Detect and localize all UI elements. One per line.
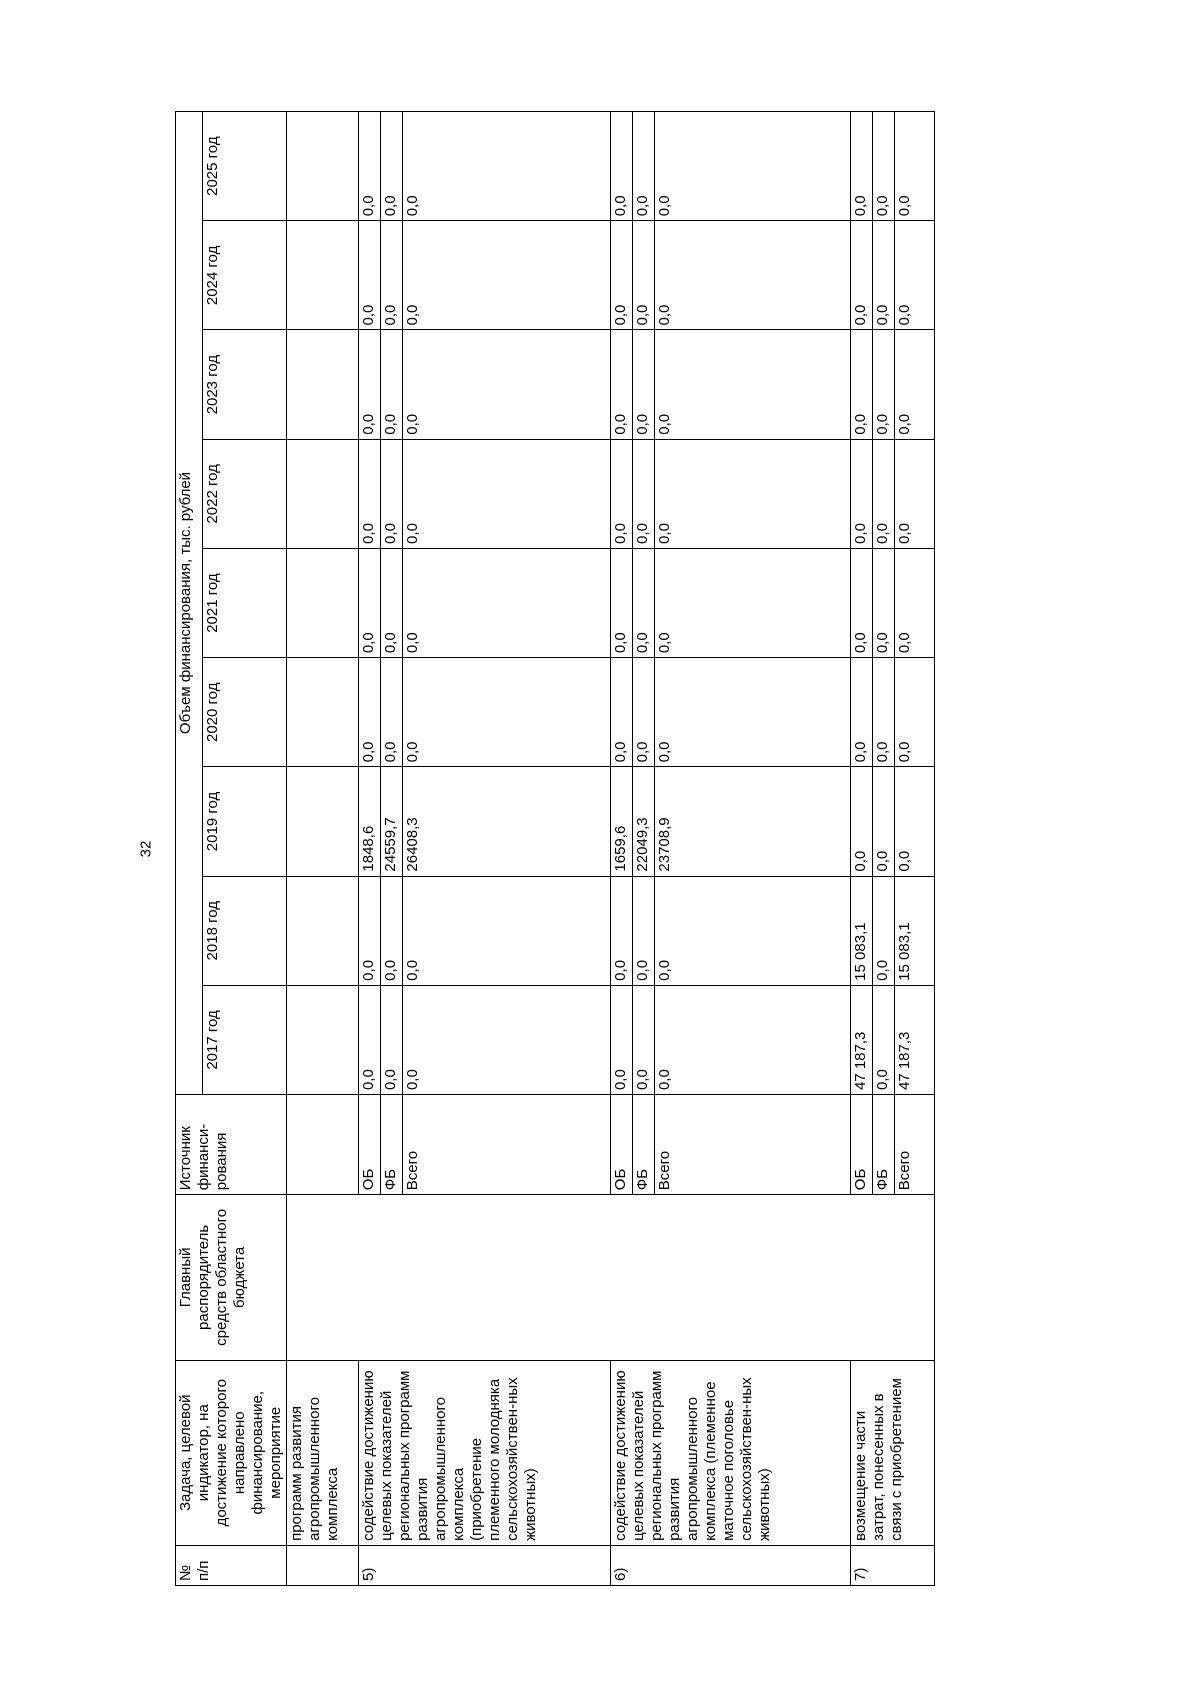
year-value: 47 187,3 bbox=[895, 985, 935, 1094]
header-year: 2022 год bbox=[203, 439, 287, 548]
year-value: 0,0 bbox=[359, 548, 381, 657]
year-value: 0,0 bbox=[851, 658, 873, 767]
year-value: 0,0 bbox=[359, 221, 381, 330]
year-value: 0,0 bbox=[611, 439, 633, 548]
funding-source: ОБ bbox=[359, 1095, 381, 1195]
year-value: 0,0 bbox=[359, 112, 381, 221]
year-value: 0,0 bbox=[611, 548, 633, 657]
year-value: 0,0 bbox=[655, 658, 851, 767]
header-no: № п/п bbox=[176, 1545, 287, 1585]
header-year: 2025 год bbox=[203, 112, 287, 221]
year-value: 0,0 bbox=[381, 330, 403, 439]
year-value: 0,0 bbox=[873, 658, 895, 767]
funding-source: ОБ bbox=[851, 1095, 873, 1195]
year-value: 0,0 bbox=[403, 330, 611, 439]
year-value: 1848,6 bbox=[359, 767, 381, 876]
year-value: 0,0 bbox=[611, 112, 633, 221]
rotated-table-container bbox=[175, 111, 1076, 1586]
year-value: 0,0 bbox=[655, 330, 851, 439]
year-value: 0,0 bbox=[359, 439, 381, 548]
continuation-no bbox=[287, 1545, 359, 1585]
table-row bbox=[851, 112, 873, 1586]
header-source: Источник финанси-рования bbox=[176, 1095, 287, 1195]
year-value: 0,0 bbox=[633, 876, 655, 985]
year-value: 0,0 bbox=[359, 876, 381, 985]
year-value: 0,0 bbox=[851, 439, 873, 548]
year-value: 0,0 bbox=[655, 112, 851, 221]
year-value: 0,0 bbox=[873, 330, 895, 439]
year-value: 22049,3 bbox=[633, 767, 655, 876]
year-value: 24559,7 bbox=[381, 767, 403, 876]
year-value: 0,0 bbox=[873, 767, 895, 876]
year-value: 0,0 bbox=[655, 439, 851, 548]
funding-source: ОБ bbox=[611, 1095, 633, 1195]
item-task: возмещение части затрат, понесенных в связи с приобретением bbox=[851, 1360, 935, 1545]
year-value: 0,0 bbox=[611, 985, 633, 1094]
year-value: 0,0 bbox=[403, 112, 611, 221]
year-value: 0,0 bbox=[633, 985, 655, 1094]
year-value: 0,0 bbox=[633, 330, 655, 439]
funding-source: Всего bbox=[895, 1095, 935, 1195]
year-value: 0,0 bbox=[655, 876, 851, 985]
funding-source: ФБ bbox=[633, 1095, 655, 1195]
year-value: 0,0 bbox=[895, 548, 935, 657]
year-value: 15 083,1 bbox=[851, 876, 873, 985]
year-value: 0,0 bbox=[633, 221, 655, 330]
year-value: 0,0 bbox=[381, 112, 403, 221]
year-value: 0,0 bbox=[403, 221, 611, 330]
year-value: 0,0 bbox=[851, 330, 873, 439]
funding-source: Всего bbox=[403, 1095, 611, 1195]
year-value: 0,0 bbox=[895, 658, 935, 767]
year-value: 0,0 bbox=[403, 439, 611, 548]
year-value: 0,0 bbox=[655, 548, 851, 657]
year-value: 0,0 bbox=[633, 548, 655, 657]
header-year: 2024 год bbox=[203, 221, 287, 330]
year-value: 0,0 bbox=[381, 658, 403, 767]
year-value: 0,0 bbox=[403, 658, 611, 767]
header-year: 2019 год bbox=[203, 767, 287, 876]
year-value: 0,0 bbox=[895, 439, 935, 548]
year-value: 0,0 bbox=[611, 876, 633, 985]
funding-source: ФБ bbox=[873, 1095, 895, 1195]
table-row bbox=[611, 112, 633, 1586]
year-value: 0,0 bbox=[381, 985, 403, 1094]
header-distributor: Главный распорядитель средств областного бюджета bbox=[176, 1195, 287, 1360]
year-value: 0,0 bbox=[873, 876, 895, 985]
year-value: 0,0 bbox=[611, 330, 633, 439]
distributor-cell bbox=[287, 1195, 935, 1360]
year-value: 0,0 bbox=[895, 221, 935, 330]
header-year: 2020 год bbox=[203, 658, 287, 767]
header-volume: Объем финансирования, тыс. рублей bbox=[176, 112, 203, 1095]
year-value: 0,0 bbox=[633, 439, 655, 548]
year-value: 0,0 bbox=[851, 548, 873, 657]
year-value: 0,0 bbox=[359, 330, 381, 439]
header-year: 2021 год bbox=[203, 548, 287, 657]
item-number: 6) bbox=[611, 1545, 851, 1585]
year-value: 26408,3 bbox=[403, 767, 611, 876]
year-value: 47 187,3 bbox=[851, 985, 873, 1094]
year-value: 0,0 bbox=[873, 221, 895, 330]
year-value: 0,0 bbox=[633, 658, 655, 767]
table-row bbox=[359, 112, 381, 1586]
financing-table bbox=[175, 111, 935, 1586]
year-value: 0,0 bbox=[381, 439, 403, 548]
year-value: 23708,9 bbox=[655, 767, 851, 876]
continuation-task: программ развития агропромышленного комплекса bbox=[287, 1360, 359, 1545]
year-value: 0,0 bbox=[611, 658, 633, 767]
header-year: 2017 год bbox=[203, 985, 287, 1094]
year-value: 0,0 bbox=[851, 767, 873, 876]
year-value: 0,0 bbox=[633, 112, 655, 221]
header-year: 2018 год bbox=[203, 876, 287, 985]
year-value: 0,0 bbox=[381, 548, 403, 657]
year-value: 0,0 bbox=[895, 112, 935, 221]
year-value: 0,0 bbox=[851, 221, 873, 330]
year-value: 0,0 bbox=[655, 985, 851, 1094]
year-value: 0,0 bbox=[381, 876, 403, 985]
year-value: 0,0 bbox=[895, 330, 935, 439]
continuation-row bbox=[287, 112, 359, 1586]
item-task: содействие достижению целевых показателей региональных программ развития агропромышленного комплекса (приобретение племенного молодняка сельскохозяйствен-ных животных) bbox=[359, 1360, 611, 1545]
item-number: 7) bbox=[851, 1545, 935, 1585]
year-value: 0,0 bbox=[895, 767, 935, 876]
year-value: 0,0 bbox=[381, 221, 403, 330]
year-value: 0,0 bbox=[873, 112, 895, 221]
year-value: 15 083,1 bbox=[895, 876, 935, 985]
year-value: 0,0 bbox=[403, 548, 611, 657]
year-value: 0,0 bbox=[611, 221, 633, 330]
year-value: 0,0 bbox=[873, 548, 895, 657]
year-value: 0,0 bbox=[359, 658, 381, 767]
year-value: 0,0 bbox=[403, 985, 611, 1094]
funding-source: Всего bbox=[655, 1095, 851, 1195]
header-task: Задача, целевой индикатор, на достижение которого направлено финансирование, мероприятие bbox=[176, 1360, 287, 1545]
funding-source: ФБ bbox=[381, 1095, 403, 1195]
header-row-1 bbox=[176, 112, 203, 1586]
year-value: 0,0 bbox=[851, 112, 873, 221]
year-value: 0,0 bbox=[655, 221, 851, 330]
item-task: содействие достижению целевых показателей региональных программ развития агропромышленного комплекса (племенное маточное поголовье сельскохозяйствен-ных животных) bbox=[611, 1360, 851, 1545]
year-value: 0,0 bbox=[359, 985, 381, 1094]
header-year: 2023 год bbox=[203, 330, 287, 439]
year-value: 0,0 bbox=[403, 876, 611, 985]
year-value: 0,0 bbox=[873, 439, 895, 548]
item-number: 5) bbox=[359, 1545, 611, 1585]
page-number: 32 bbox=[137, 840, 155, 858]
year-value: 1659,6 bbox=[611, 767, 633, 876]
year-value: 0,0 bbox=[873, 985, 895, 1094]
